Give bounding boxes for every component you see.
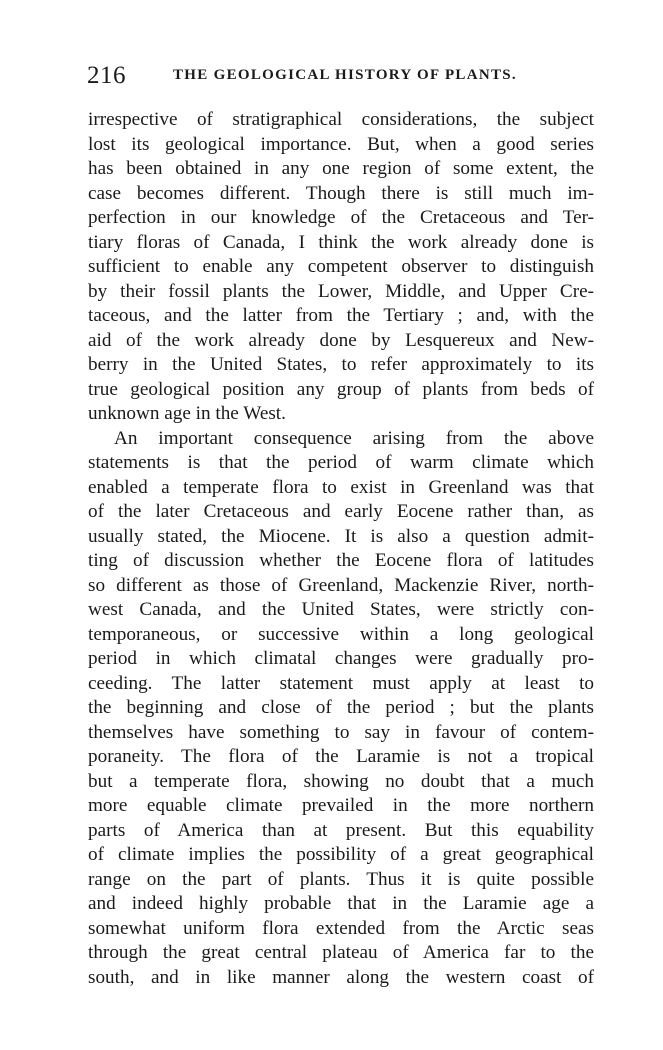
- text-line: parts of America than at present. But this equability: [88, 819, 594, 841]
- text-line: has been obtained in any one region of some extent, the: [88, 158, 594, 179]
- text-line: sufficient to enable any competent observer to distinguish: [88, 256, 594, 277]
- text-line: and indeed highly probable that in the Laramie age a: [88, 893, 594, 914]
- text-line: through the great central plateau of America far to the: [88, 942, 594, 963]
- text-line: somewhat uniform flora extended from the Arctic seas: [88, 917, 594, 939]
- page-number: 216: [87, 62, 126, 89]
- text-line: lost its geological importance. But, when a good series: [88, 133, 594, 155]
- text-line: so different as those of Greenland, Mackenzie River, north-: [88, 574, 594, 596]
- text-line: more equable climate prevailed in the more northern: [88, 795, 594, 816]
- text-line: by their fossil plants the Lower, Middle, and Upper Cre-: [88, 280, 594, 302]
- text-line: the beginning and close of the period ; but the plants: [88, 697, 594, 718]
- text-line: temporaneous, or successive within a long geological: [88, 623, 594, 645]
- text-line: irrespective of stratigraphical considerations, the subject: [88, 109, 594, 130]
- text-line: case becomes different. Though there is still much im-: [88, 182, 594, 204]
- text-line: but a temperate flora, showing no doubt that a much: [88, 770, 594, 792]
- text-line: west Canada, and the United States, were strictly con-: [88, 599, 594, 620]
- text-line: aid of the work already done by Lesquereux and New-: [88, 329, 594, 351]
- text-line: tiary floras of Canada, I think the work already done is: [88, 231, 594, 253]
- body-text: [88, 108, 594, 990]
- text-line: berry in the United States, to refer approximately to its: [88, 354, 594, 375]
- text-line: true geological position any group of plants from beds of: [88, 378, 594, 400]
- text-line: usually stated, the Miocene. It is also a question admit-: [88, 525, 594, 547]
- text-line: themselves have something to say in favour of contem-: [88, 721, 594, 743]
- running-title: THE GEOLOGICAL HISTORY OF PLANTS.: [173, 67, 517, 83]
- text-line: perfection in our knowledge of the Cretaceous and Ter-: [88, 207, 594, 228]
- text-line: taceous, and the latter from the Tertiary ; and, with the: [88, 305, 594, 326]
- paragraph-end-line: unknown age in the West.: [88, 403, 286, 424]
- text-line: enabled a temperate flora to exist in Greenland was that: [88, 476, 594, 498]
- text-line: south, and in like manner along the western coast of: [88, 966, 594, 988]
- text-line: of the later Cretaceous and early Eocene rather than, as: [88, 501, 594, 522]
- text-line: ceeding. The latter statement must apply at least to: [88, 672, 594, 694]
- text-line: of climate implies the possibility of a great geographical: [88, 844, 594, 865]
- text-line: statements is that the period of warm climate which: [88, 452, 594, 473]
- text-line: poraneity. The flora of the Laramie is not a tropical: [88, 746, 594, 767]
- paragraph-start-line: An important consequence arising from the above: [114, 427, 594, 449]
- text-line: ting of discussion whether the Eocene flora of latitudes: [88, 550, 594, 571]
- text-line: range on the part of plants. Thus it is quite possible: [88, 868, 594, 890]
- running-head: [87, 62, 597, 92]
- text-line: period in which climatal changes were gradually pro-: [88, 648, 594, 669]
